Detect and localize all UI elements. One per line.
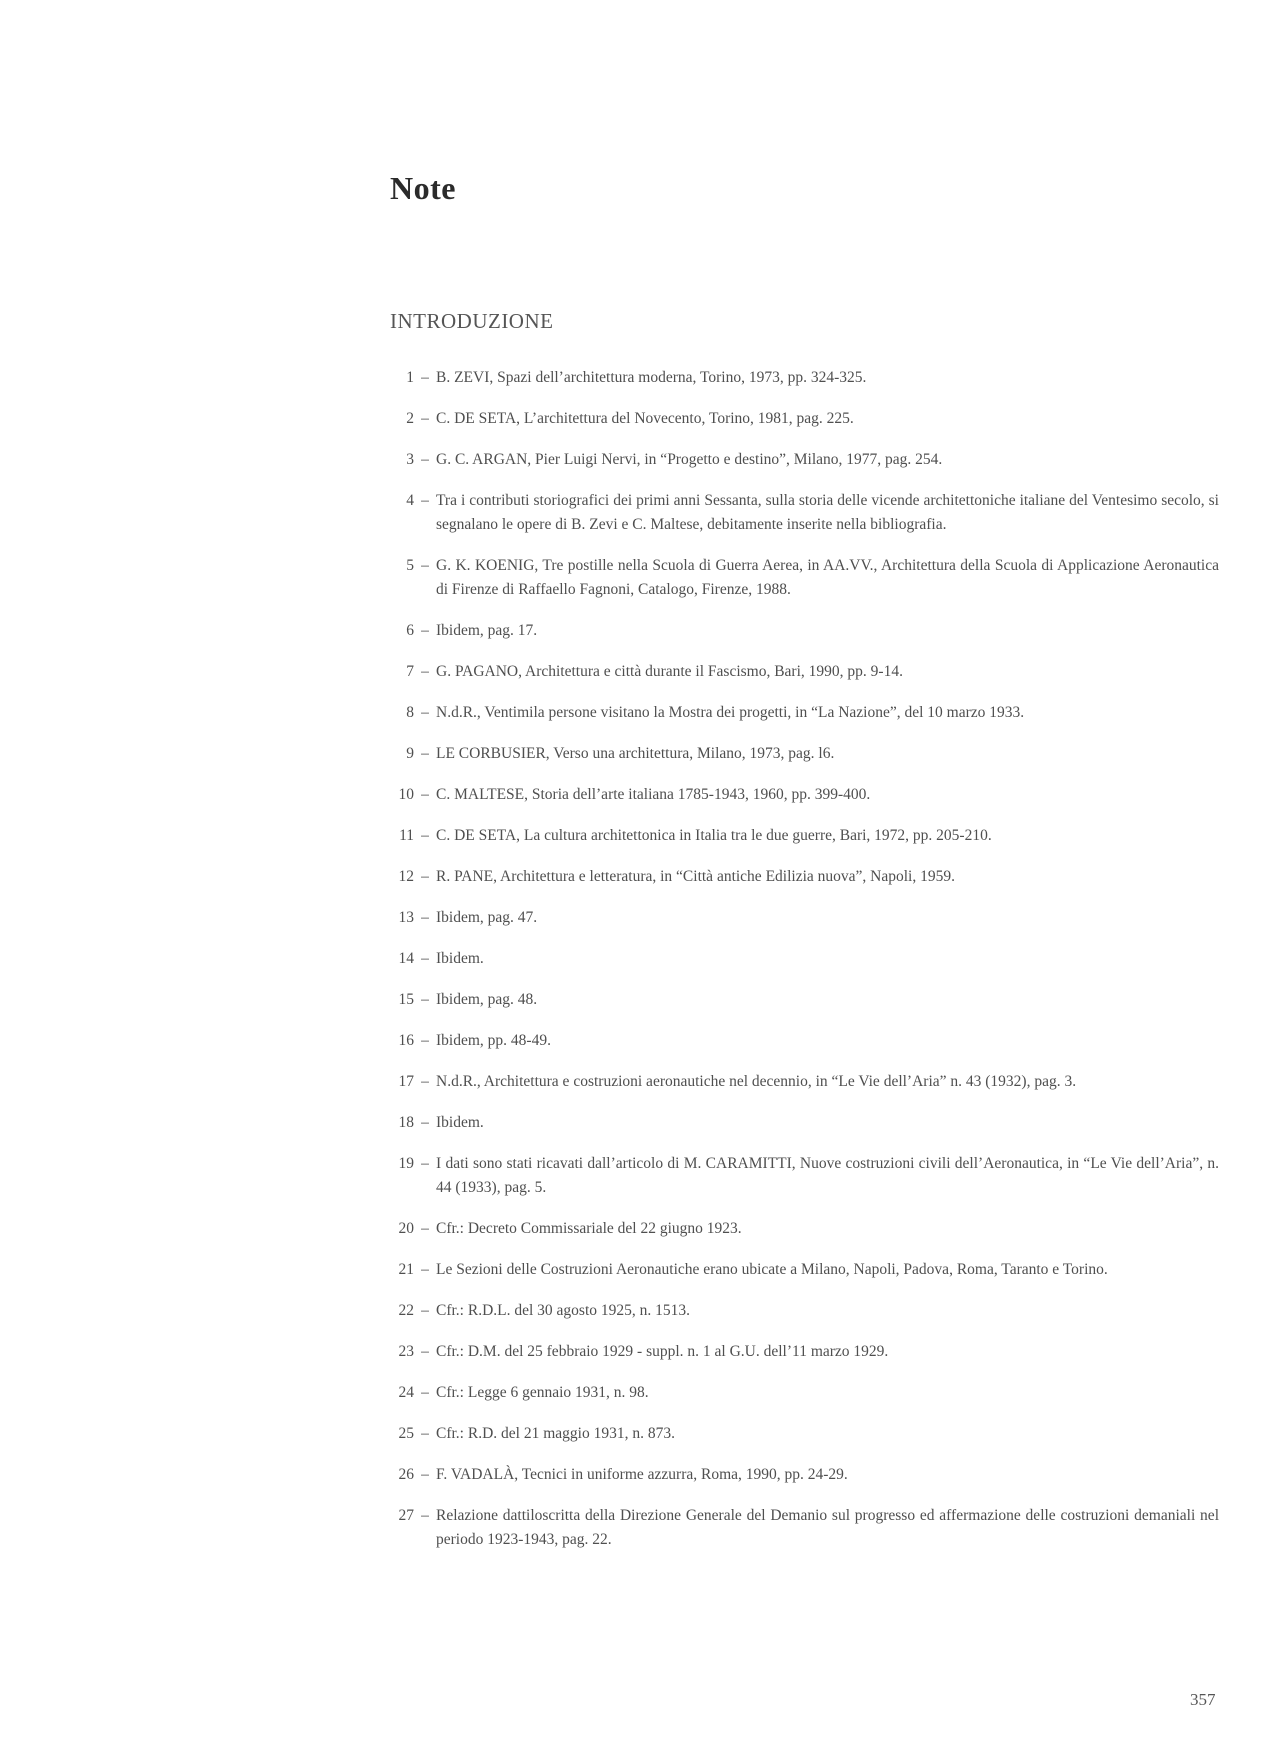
note-text: F. VADALÀ, Tecnici in uniforme azzurra, Roma, 1990, pp. 24-29. [436,1466,848,1483]
note-number: 17 [398,1073,414,1090]
note-number: 3 [406,451,414,468]
note-number: 21 [398,1261,414,1278]
note-text: Cfr.: R.D.L. del 30 agosto 1925, n. 1513. [436,1302,691,1319]
note-dash: – [421,868,429,885]
note-dash: – [421,1302,429,1319]
note-item [370,783,1219,807]
note-text: Ibidem. [436,950,484,967]
note-item [370,701,1219,725]
page-number: 357 [1190,1690,1216,1709]
note-item [370,824,1219,848]
note-dash: – [421,745,429,762]
page-title: Note [390,170,456,206]
note-number: 22 [398,1302,414,1319]
note-dash: – [421,622,429,639]
note-item [370,1070,1219,1094]
note-dash: – [421,1425,429,1442]
note-text: Tra i contributi storiografici dei primi anni Sessanta, sulla storia delle vicende architettoniche italiane del Ventesimo secolo, si segnalano le opere di B. Zevi e C. Maltese, debitamente inserite nella bibliografia. [436,492,1219,533]
note-dash: – [421,369,429,386]
note-item [370,1217,1219,1241]
note-item [370,742,1219,766]
note-number: 8 [406,704,414,721]
note-text: Cfr.: Decreto Commissariale del 22 giugno 1923. [436,1220,742,1237]
note-dash: – [421,1343,429,1360]
note-text: I dati sono stati ricavati dall’articolo di M. CARAMITTI, Nuove costruzioni civili dell’Aeronautica, in “Le Vie dell’Aria”, n. 44 (1933), pag. 5. [436,1155,1219,1196]
note-item [370,1340,1219,1364]
note-text: G. PAGANO, Architettura e città durante il Fascismo, Bari, 1990, pp. 9-14. [436,663,903,680]
note-number: 9 [406,745,414,762]
note-item [370,865,1219,889]
note-text: Le Sezioni delle Costruzioni Aeronautiche erano ubicate a Milano, Napoli, Padova, Roma, Taranto e Torino. [436,1261,1108,1278]
note-dash: – [421,1032,429,1049]
note-text: C. MALTESE, Storia dell’arte italiana 1785-1943, 1960, pp. 399-400. [436,786,871,803]
note-text: R. PANE, Architettura e letteratura, in “Città antiche Edilizia nuova”, Napoli, 1959. [436,868,955,885]
note-dash: – [421,991,429,1008]
note-number: 10 [398,786,414,803]
note-number: 13 [398,909,414,926]
note-text: G. K. KOENIG, Tre postille nella Scuola di Guerra Aerea, in AA.VV., Architettura della Scuola di Applicazione Aeronautica di Firenze di Raffaello Fagnoni, Catalogo, Firenze, 1988. [436,557,1219,598]
note-item [370,1381,1219,1405]
note-number: 15 [398,991,414,1008]
note-item [370,1152,1219,1200]
note-number: 14 [398,950,414,967]
note-item [370,1422,1219,1446]
note-item [370,660,1219,684]
notes-list [370,366,1219,1569]
note-item [370,906,1219,930]
note-item [370,1029,1219,1053]
note-item [370,1111,1219,1135]
note-item [370,1504,1219,1552]
note-dash: – [421,1114,429,1131]
note-item [370,1299,1219,1323]
note-text: C. DE SETA, La cultura architettonica in Italia tra le due guerre, Bari, 1972, pp. 205-210. [436,827,992,844]
note-text: Ibidem, pag. 17. [436,622,538,639]
note-dash: – [421,1073,429,1090]
note-dash: – [421,410,429,427]
note-number: 7 [406,663,414,680]
note-item [370,489,1219,537]
note-number: 11 [399,827,414,844]
note-text: N.d.R., Architettura e costruzioni aeronautiche nel decennio, in “Le Vie dell’Aria” n. 43 (1932), pag. 3. [436,1073,1077,1090]
note-item [370,554,1219,602]
note-item [370,407,1219,431]
section-heading: INTRODUZIONE [390,309,554,333]
note-text: Ibidem, pp. 48-49. [436,1032,551,1049]
note-number: 4 [406,492,414,509]
note-text: Cfr.: D.M. del 25 febbraio 1929 - suppl. n. 1 al G.U. dell’11 marzo 1929. [436,1343,889,1360]
note-item [370,947,1219,971]
note-dash: – [421,451,429,468]
note-dash: – [421,704,429,721]
note-text: N.d.R., Ventimila persone visitano la Mostra dei progetti, in “La Nazione”, del 10 marzo 1933. [436,704,1025,721]
note-item [370,448,1219,472]
note-number: 20 [398,1220,414,1237]
note-dash: – [421,1155,429,1172]
note-dash: – [421,663,429,680]
note-text: C. DE SETA, L’architettura del Novecento, Torino, 1981, pag. 225. [436,410,854,427]
note-text: Cfr.: R.D. del 21 maggio 1931, n. 873. [436,1425,675,1442]
note-number: 1 [406,369,414,386]
note-dash: – [421,1220,429,1237]
note-dash: – [421,1261,429,1278]
note-number: 26 [398,1466,414,1483]
note-dash: – [421,557,429,574]
note-number: 23 [398,1343,414,1360]
note-dash: – [421,909,429,926]
note-number: 6 [406,622,414,639]
note-number: 24 [398,1384,414,1401]
note-number: 2 [406,410,414,427]
note-text: Relazione dattiloscritta della Direzione Generale del Demanio sul progresso ed affermazione delle costruzioni demaniali nel periodo 1923-1943, pag. 22. [436,1507,1219,1548]
note-number: 25 [398,1425,414,1442]
note-dash: – [421,492,429,509]
note-number: 18 [398,1114,414,1131]
note-text: Ibidem, pag. 47. [436,909,538,926]
note-item [370,366,1219,390]
note-number: 12 [398,868,414,885]
note-text: Cfr.: Legge 6 gennaio 1931, n. 98. [436,1384,649,1401]
note-text: LE CORBUSIER, Verso una architettura, Milano, 1973, pag. l6. [436,745,835,762]
note-number: 16 [398,1032,414,1049]
note-item [370,1258,1219,1282]
note-dash: – [421,1384,429,1401]
note-text: Ibidem, pag. 48. [436,991,538,1008]
note-text: B. ZEVI, Spazi dell’architettura moderna, Torino, 1973, pp. 324-325. [436,369,867,386]
note-dash: – [421,786,429,803]
note-dash: – [421,950,429,967]
note-dash: – [421,1466,429,1483]
note-item [370,619,1219,643]
note-number: 19 [398,1155,414,1172]
note-text: Ibidem. [436,1114,484,1131]
note-item [370,1463,1219,1487]
note-dash: – [421,1507,429,1524]
note-number: 5 [406,557,414,574]
note-dash: – [421,827,429,844]
note-item [370,988,1219,1012]
note-text: G. C. ARGAN, Pier Luigi Nervi, in “Progetto e destino”, Milano, 1977, pag. 254. [436,451,943,468]
note-number: 27 [398,1507,414,1524]
